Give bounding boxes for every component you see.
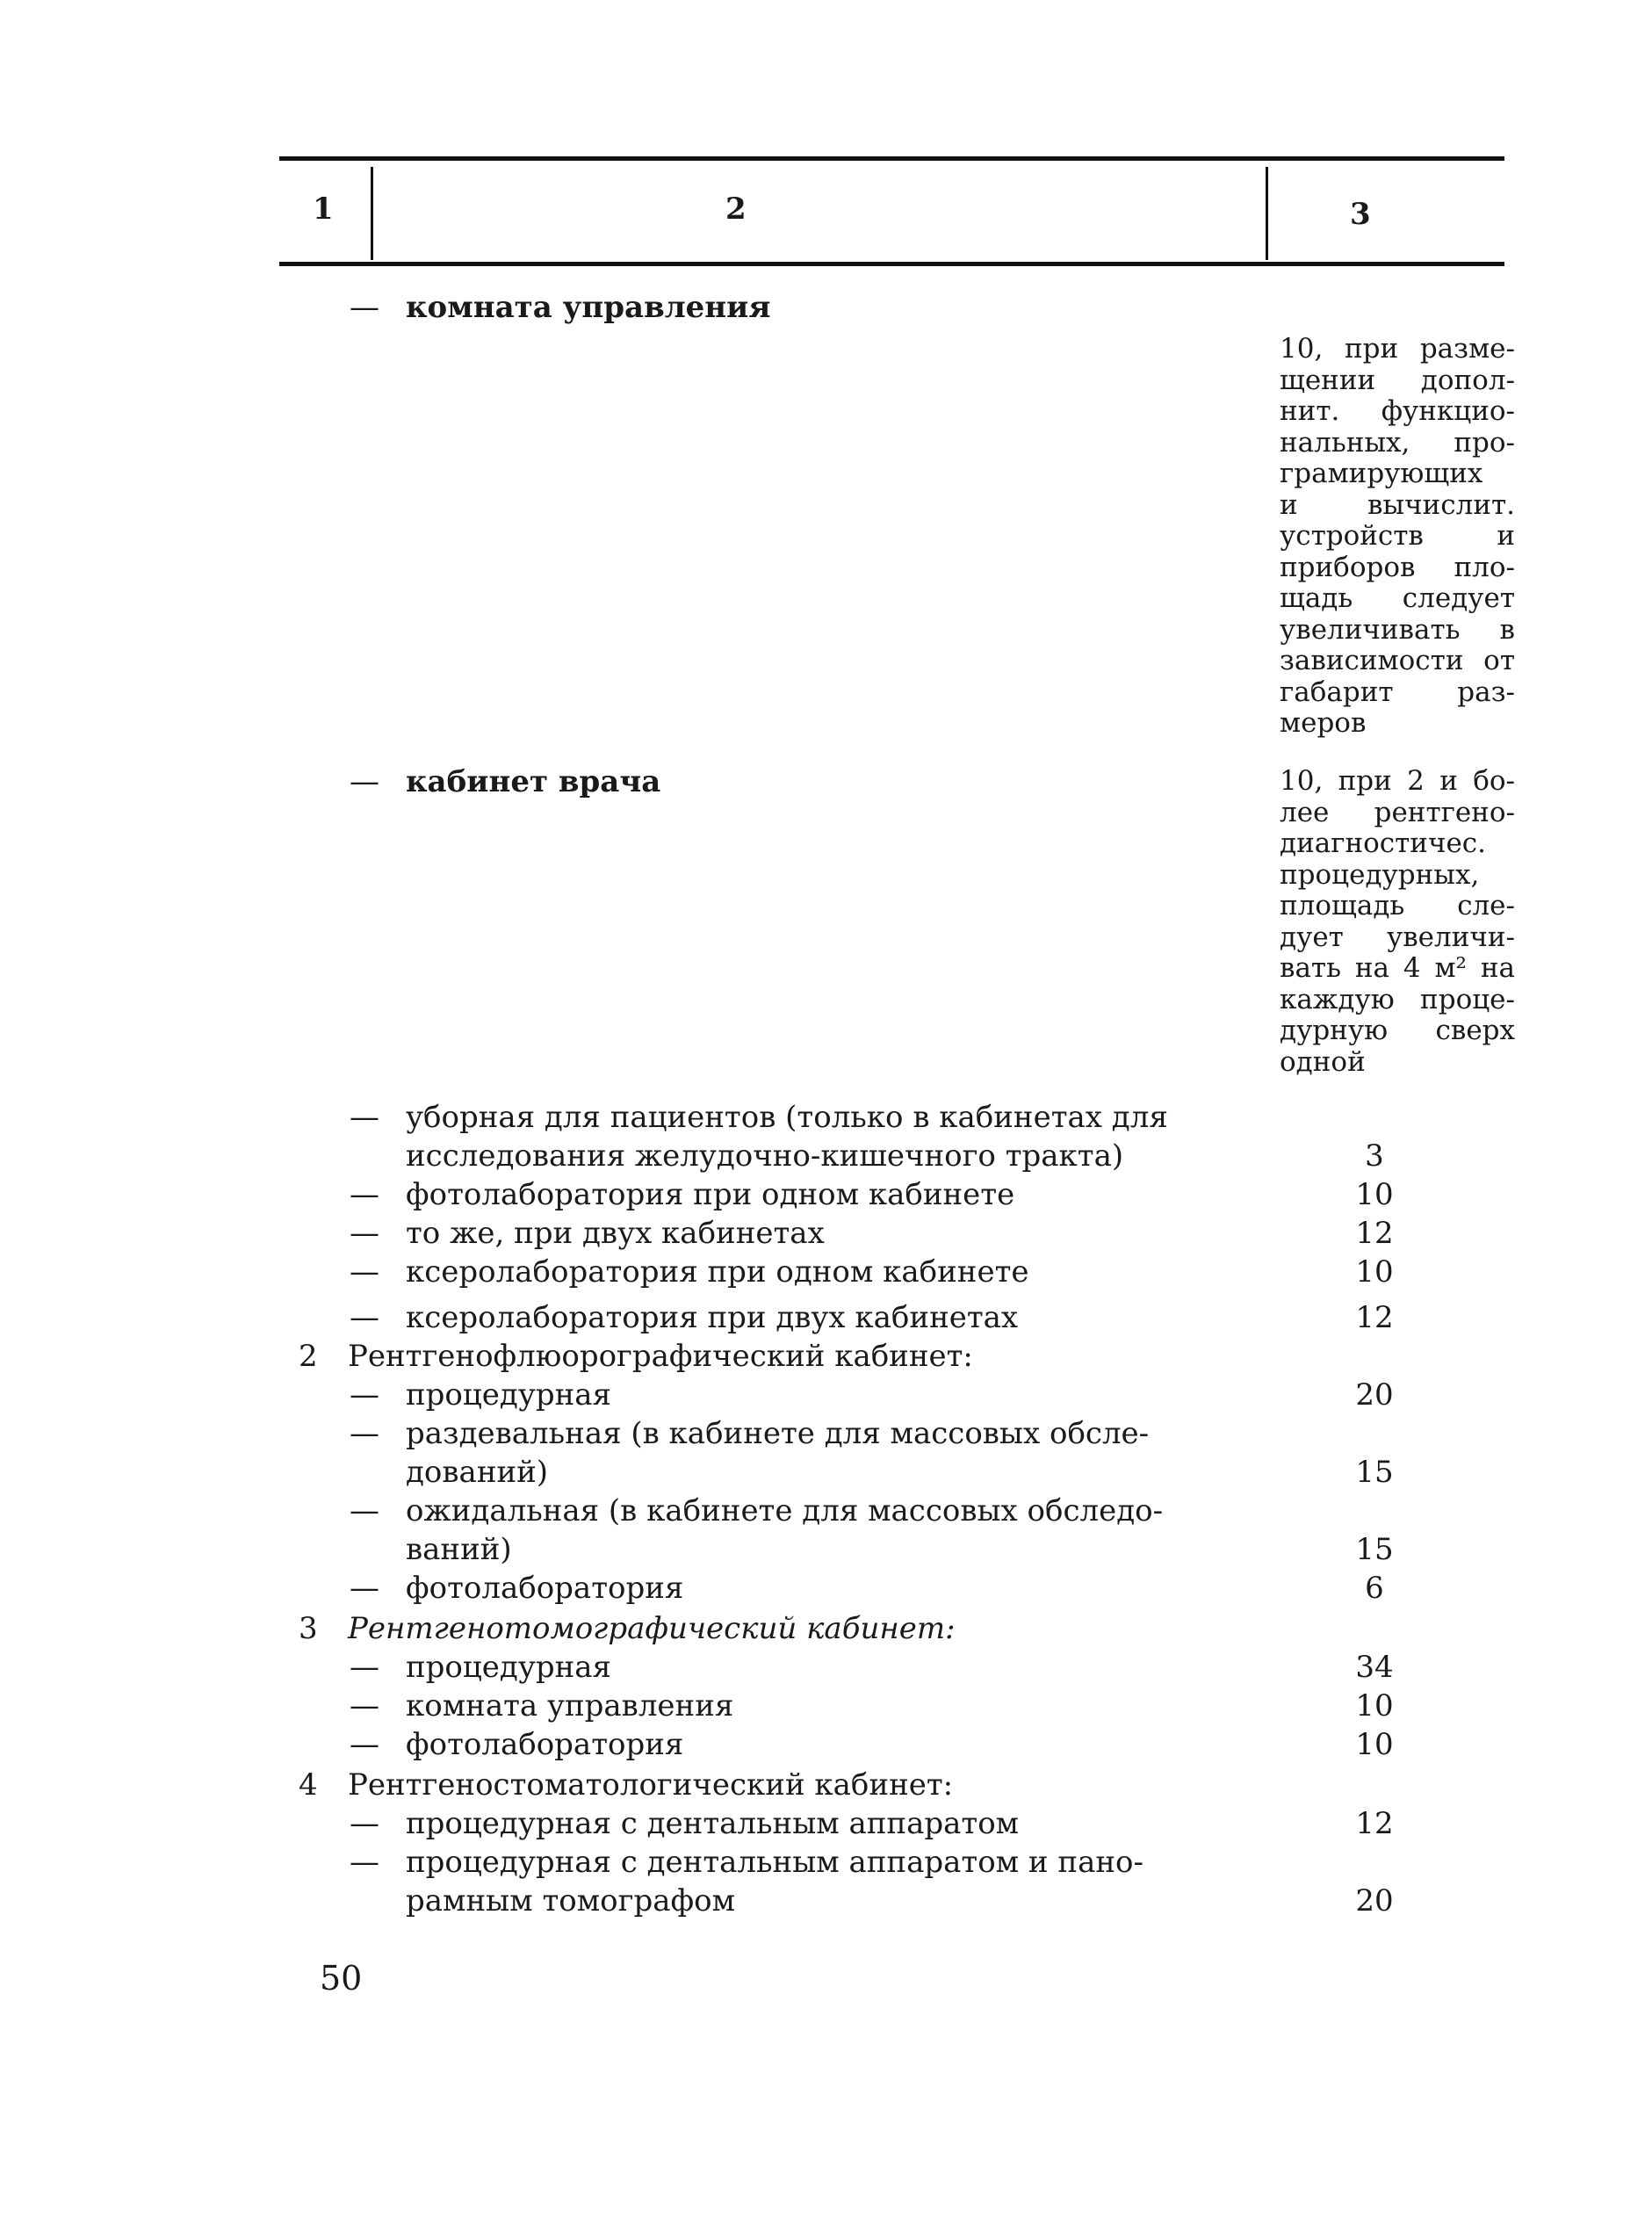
- row-value: 10: [1355, 1254, 1394, 1290]
- column-divider-1: [371, 167, 373, 260]
- dash-marker: —: [350, 1806, 379, 1841]
- section-title: Рентгеностоматологический кабинет:: [348, 1767, 954, 1803]
- dash-marker: —: [350, 1416, 379, 1451]
- row-text: раздевальная (в кабинете для массовых обсле-: [406, 1416, 1150, 1451]
- dash-marker: —: [350, 1845, 379, 1880]
- row-text: комната управления: [406, 1688, 734, 1723]
- row-value: 12: [1355, 1806, 1394, 1841]
- header-col-3: 3: [1350, 197, 1371, 232]
- note-control-room: [1280, 334, 1515, 740]
- header-col-2: 2: [725, 191, 747, 227]
- dash-marker: —: [350, 1177, 379, 1212]
- row-text: фотолаборатория: [406, 1571, 684, 1606]
- row-text: процедурная с дентальным аппаратом и пано-: [406, 1845, 1143, 1880]
- section-title: Рентгенотомографический кабинет:: [348, 1611, 956, 1646]
- note-line: лее рентгено-: [1280, 796, 1515, 828]
- note-line: вать на 4 м² на: [1280, 952, 1515, 984]
- note-line: площадь сле-: [1280, 890, 1515, 921]
- row-value: 3: [1365, 1138, 1384, 1174]
- dash-marker: —: [350, 1688, 379, 1723]
- row-value: 20: [1355, 1377, 1394, 1413]
- dash-marker: —: [350, 1571, 379, 1606]
- note-line: габарит раз-: [1280, 676, 1515, 708]
- note-line: щении допол-: [1280, 364, 1515, 396]
- header-col-1: 1: [313, 191, 334, 227]
- row-value: 10: [1355, 1688, 1394, 1723]
- dash-marker: —: [350, 1254, 379, 1290]
- note-line: нальных, про-: [1280, 426, 1515, 459]
- row-text: процедурная: [406, 1377, 611, 1413]
- item-control-room: комната управления: [406, 290, 771, 325]
- note-line: и вычислит.: [1280, 488, 1515, 521]
- row-value: 34: [1355, 1650, 1394, 1685]
- section-number: 2: [299, 1339, 318, 1374]
- dash-marker: —: [350, 1300, 379, 1335]
- page-number: 50: [320, 1959, 363, 1998]
- note-line: приборов пло-: [1280, 551, 1515, 583]
- row-value: 12: [1355, 1300, 1394, 1335]
- dash-marker: —: [350, 1493, 379, 1528]
- dash-marker: —: [350, 764, 379, 799]
- dash-marker: —: [350, 290, 379, 325]
- row-value: 15: [1355, 1455, 1394, 1490]
- dash-marker: —: [350, 1727, 379, 1762]
- dash-marker: —: [350, 1650, 379, 1685]
- row-text: рамным томографом: [406, 1883, 736, 1918]
- row-value: 6: [1365, 1571, 1384, 1606]
- row-value: 10: [1355, 1727, 1394, 1762]
- section-number: 4: [299, 1767, 318, 1803]
- row-text: фотолаборатория: [406, 1727, 684, 1762]
- column-divider-2: [1266, 167, 1268, 260]
- row-value: 10: [1355, 1177, 1394, 1212]
- note-line: меров: [1280, 707, 1367, 739]
- note-line: 10, при 2 и бо-: [1280, 765, 1515, 797]
- row-text: исследования желудочно-кишечного тракта): [406, 1138, 1124, 1174]
- row-text: фотолаборатория при одном кабинете: [406, 1177, 1015, 1212]
- row-text: ожидальная (в кабинете для массовых обследо-: [406, 1493, 1164, 1528]
- note-line: дурную сверх: [1280, 1015, 1515, 1046]
- note-line: 10, при разме-: [1280, 333, 1515, 365]
- note-doctor-office: [1280, 766, 1515, 1078]
- section-title: Рентгенофлюорографический кабинет:: [348, 1339, 973, 1374]
- note-line: процедурных,: [1280, 858, 1480, 891]
- note-line: нит. функцио-: [1280, 395, 1515, 427]
- table-header-bottom-rule: [279, 262, 1504, 266]
- dash-marker: —: [350, 1100, 379, 1135]
- note-line: увеличивать в: [1280, 613, 1515, 646]
- note-line: устройств и: [1280, 520, 1515, 552]
- row-value: 20: [1355, 1883, 1394, 1918]
- dash-marker: —: [350, 1216, 379, 1251]
- row-value: 15: [1355, 1532, 1394, 1567]
- section-number: 3: [299, 1611, 318, 1646]
- note-line: зависимости от: [1280, 645, 1515, 676]
- row-text: ксеролаборатория при одном кабинете: [406, 1254, 1029, 1290]
- dash-marker: —: [350, 1377, 379, 1413]
- row-text: ваний): [406, 1532, 512, 1567]
- row-value: 12: [1355, 1216, 1394, 1251]
- row-text: то же, при двух кабинетах: [406, 1216, 825, 1251]
- row-text: ксеролаборатория при двух кабинетах: [406, 1300, 1019, 1335]
- note-line: одной: [1280, 1045, 1366, 1078]
- note-line: грамирующих: [1280, 458, 1483, 489]
- note-line: диагностичес.: [1280, 827, 1487, 859]
- note-line: щадь следует: [1280, 582, 1515, 614]
- row-text: процедурная: [406, 1650, 611, 1685]
- table-top-rule: [279, 156, 1504, 161]
- row-text: дований): [406, 1455, 549, 1490]
- row-text: процедурная с дентальным аппаратом: [406, 1806, 1020, 1841]
- note-line: каждую проце-: [1280, 983, 1515, 1015]
- note-line: дует увеличи-: [1280, 921, 1515, 953]
- item-doctor-office: кабинет врача: [406, 764, 661, 799]
- row-text: уборная для пациентов (только в кабинетах для: [406, 1100, 1168, 1135]
